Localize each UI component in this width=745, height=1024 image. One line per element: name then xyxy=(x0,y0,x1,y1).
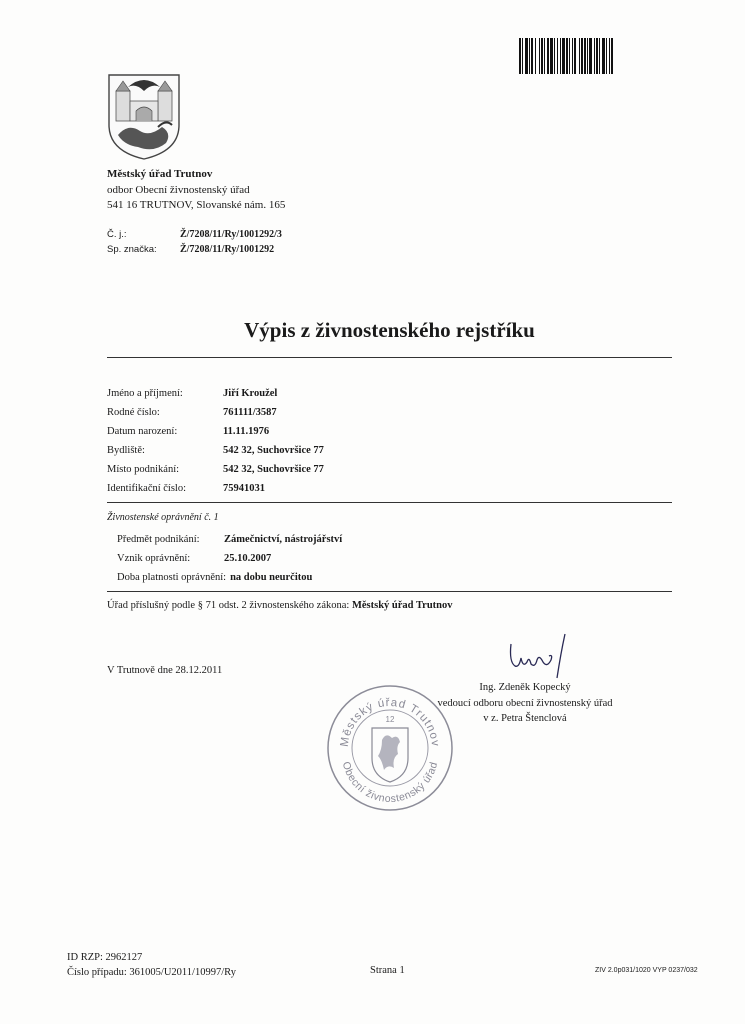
detail-label: Jméno a příjmení: xyxy=(107,388,183,399)
barcode-bar xyxy=(602,38,605,74)
coat-of-arms-logo xyxy=(106,73,182,161)
detail-row xyxy=(107,479,324,498)
person-details xyxy=(107,384,324,498)
barcode-bar xyxy=(547,38,549,74)
detail-row xyxy=(107,384,324,403)
detail-label: Datum narození: xyxy=(107,426,178,437)
barcode-bar xyxy=(560,38,561,74)
license-heading: Živnostenské oprávnění č. 1 xyxy=(107,512,219,523)
barcode-bar xyxy=(594,38,595,74)
barcode-bar xyxy=(584,38,586,74)
barcode-bar xyxy=(574,38,576,74)
license-value: na dobu neurčitou xyxy=(230,572,313,583)
license-label: Vznik oprávnění: xyxy=(117,553,191,564)
barcode-bar xyxy=(566,38,568,74)
detail-label: Identifikační číslo: xyxy=(107,483,187,494)
barcode-bar xyxy=(572,38,573,74)
license-row xyxy=(117,568,342,587)
detail-value: Jiří Kroužel xyxy=(223,388,278,399)
barcode-bar xyxy=(519,38,521,74)
reference-label: Sp. značka: xyxy=(107,244,157,255)
barcode-bar xyxy=(539,38,540,74)
detail-label: Bydliště: xyxy=(107,445,145,456)
license-label: Doba platnosti oprávnění: xyxy=(117,572,227,583)
barcode-bar xyxy=(525,38,528,74)
place-and-date: V Trutnově dne 28.12.2011 xyxy=(107,665,223,676)
barcode-bar xyxy=(609,38,610,74)
authority-office: Městský úřad Trutnov xyxy=(351,600,453,611)
barcode-bar xyxy=(522,38,523,74)
signatory-proxy: v z. Petra Štenclová xyxy=(483,713,567,724)
stamp-number: 12 xyxy=(385,715,395,724)
handwritten-signature xyxy=(505,632,577,680)
barcode-bar xyxy=(596,38,598,74)
detail-value: 11.11.1976 xyxy=(223,426,270,437)
detail-row xyxy=(107,403,324,422)
barcode-bar xyxy=(531,38,533,74)
reference-value: Ž/7208/11/Ry/1001292/3 xyxy=(180,229,282,240)
reference-row xyxy=(107,242,282,257)
barcode-bar xyxy=(611,38,613,74)
divider xyxy=(107,591,672,592)
page-number: Strana 1 xyxy=(370,965,405,976)
divider xyxy=(107,502,672,503)
barcode-bar xyxy=(562,38,565,74)
competent-authority xyxy=(107,600,453,611)
stamp-bottom-text: Obecní živnostenský úřad xyxy=(339,760,441,806)
barcode-bar xyxy=(581,38,583,74)
barcode-bar xyxy=(557,38,558,74)
form-code: ZIV 2.0p031/1020 VYP 0237/032 xyxy=(595,967,698,974)
detail-value: 542 32, Suchovršice 77 xyxy=(223,445,324,456)
license-row xyxy=(117,549,342,568)
reference-row xyxy=(107,227,282,242)
detail-value: 542 32, Suchovršice 77 xyxy=(223,464,324,475)
barcode xyxy=(519,38,672,74)
barcode-bar xyxy=(569,38,570,74)
barcode-bar xyxy=(550,38,553,74)
case-number: Číslo případu: 361005/U2011/10997/Ry xyxy=(67,967,236,978)
reference-numbers xyxy=(107,227,282,257)
barcode-bar xyxy=(529,38,530,74)
office-name: Městský úřad Trutnov xyxy=(107,168,213,180)
barcode-bar xyxy=(535,38,536,74)
office-department: odbor Obecní živnostenský úřad xyxy=(107,183,250,196)
footer-identifiers xyxy=(67,950,236,980)
detail-label: Místo podnikání: xyxy=(107,464,180,475)
reference-value: Ž/7208/11/Ry/1001292 xyxy=(180,244,275,255)
barcode-bar xyxy=(589,38,592,74)
reference-label: Č. j.: xyxy=(107,229,127,240)
detail-row xyxy=(107,441,324,460)
detail-value: 761111/3587 xyxy=(223,407,277,418)
office-address: 541 16 TRUTNOV, Slovanské nám. 165 xyxy=(107,199,286,211)
barcode-bar xyxy=(587,38,588,74)
detail-row xyxy=(107,422,324,441)
divider xyxy=(107,357,672,358)
signatory-name: Ing. Zdeněk Kopecký xyxy=(479,682,571,693)
signatory-role: vedoucí odboru obecní živnostenský úřad xyxy=(437,697,613,709)
barcode-bar xyxy=(541,38,543,74)
office-header xyxy=(107,167,285,214)
license-details xyxy=(117,530,342,587)
barcode-bar xyxy=(599,38,600,74)
barcode-bar xyxy=(554,38,555,74)
rzp-id: ID RZP: 2962127 xyxy=(67,952,143,963)
barcode-bar xyxy=(544,38,545,74)
authority-text: Úřad příslušný podle § 71 odst. 2 živnostenského zákona: xyxy=(107,600,350,611)
license-value: 25.10.2007 xyxy=(224,553,272,564)
signatory-block xyxy=(430,680,620,727)
detail-value: 75941031 xyxy=(223,483,265,494)
stamp-top-text: Městský úřad Trutnov xyxy=(338,696,442,748)
license-value: Zámečnictví, nástrojářství xyxy=(224,534,343,545)
barcode-bar xyxy=(579,38,580,74)
license-label: Předmět podnikání: xyxy=(117,534,200,545)
detail-label: Rodné číslo: xyxy=(107,407,160,418)
detail-row xyxy=(107,460,324,479)
barcode-bar xyxy=(606,38,607,74)
license-row xyxy=(117,530,342,549)
document-title: Výpis z živnostenského rejstříku xyxy=(244,318,535,342)
